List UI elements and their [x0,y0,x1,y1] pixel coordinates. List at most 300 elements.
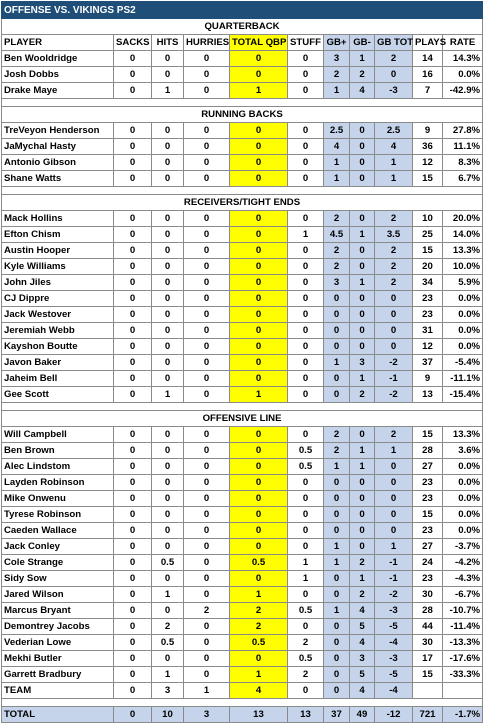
player-row [2,683,483,699]
cell-plays: 30 [413,635,443,651]
cell-rate: -4.3% [443,571,483,587]
cell-total-qbp: 0 [230,243,288,259]
cell-gb-plus: 4 [324,139,350,155]
cell-gb-minus: 1 [350,51,375,67]
cell-gb-plus: 3 [324,275,350,291]
cell-plays: 16 [413,67,443,83]
cell-total-qbp: 0 [230,227,288,243]
cell-hits: 0 [152,67,184,83]
cell-hits: 0 [152,443,184,459]
cell-stuff: 0.5 [288,651,324,667]
cell-hits: 0 [152,571,184,587]
cell-gb-tot: 0 [375,291,413,307]
cell-sacks: 0 [114,227,152,243]
cell-player: Antonio Gibson [2,155,114,171]
cell-hurries: 0 [184,387,230,403]
cell-player: Mike Onwenu [2,491,114,507]
cell-gb-plus: 1 [324,555,350,571]
cell-gb-plus: 1 [324,171,350,187]
cell-gb-plus: 0 [324,635,350,651]
cell-plays: 15 [413,507,443,523]
cell-player: Ben Wooldridge [2,51,114,67]
cell-gb-plus: 1 [324,539,350,555]
cell-gb-minus: 3 [350,651,375,667]
cell-sacks: 0 [114,243,152,259]
cell-total-qbp: 2 [230,619,288,635]
cell-rate: 0.0% [443,459,483,475]
cell-sacks: 0 [114,459,152,475]
cell-gb-minus: 2 [350,387,375,403]
section-header-row [2,411,483,427]
cell-total-qbp: 0 [230,67,288,83]
player-row [2,635,483,651]
cell-rate: 14.3% [443,51,483,67]
cell-sacks: 0 [114,323,152,339]
cell-stuff: 0 [288,539,324,555]
player-row [2,619,483,635]
cell-rate: -11.4% [443,619,483,635]
cell-gb-minus: 0 [350,291,375,307]
cell-hurries: 0 [184,67,230,83]
cell-player: Alec Lindstom [2,459,114,475]
cell-rate: 5.9% [443,275,483,291]
cell-player: Vederian Lowe [2,635,114,651]
cell-stuff: 0 [288,507,324,523]
player-row [2,371,483,387]
cell-hits: 1 [152,667,184,683]
spacer-row [2,403,483,411]
cell-total-qbp: 0 [230,259,288,275]
cell-sacks: 0 [114,291,152,307]
cell-hits: 0 [152,275,184,291]
cell-gb-minus: 4 [350,683,375,699]
player-row [2,307,483,323]
cell-gb-plus: 2 [324,427,350,443]
cell-total-qbp: 0 [230,491,288,507]
cell-gb-tot: 2 [375,211,413,227]
cell-hurries: 0 [184,523,230,539]
cell-plays: 15 [413,171,443,187]
cell-gb-minus: 1 [350,571,375,587]
cell-gb-tot: 0 [375,307,413,323]
cell-sacks: 0 [114,619,152,635]
cell-total-qbp: 0 [230,291,288,307]
cell-gb-minus: 2 [350,587,375,603]
cell-sacks: 0 [114,651,152,667]
cell-gb-tot: 2 [375,259,413,275]
cell-hits: 0 [152,323,184,339]
cell-rate: 10.0% [443,259,483,275]
cell-gb-minus: 0 [350,339,375,355]
cell-hits: 0 [152,243,184,259]
cell-hurries: 0 [184,539,230,555]
cell-stuff: 0 [288,259,324,275]
cell-rate: -10.7% [443,603,483,619]
cell-gb-plus: 3 [324,51,350,67]
cell-sacks: 0 [114,339,152,355]
cell-player: Javon Baker [2,355,114,371]
cell-rate: -11.1% [443,371,483,387]
cell-gb-plus: 0 [324,507,350,523]
player-row [2,475,483,491]
cell-plays: 44 [413,619,443,635]
cell-hits: 0 [152,51,184,67]
cell-player: Mekhi Butler [2,651,114,667]
cell-sacks: 0 [114,51,152,67]
cell-player: Will Campbell [2,427,114,443]
cell-hurries: 0 [184,171,230,187]
cell-gb-tot: 1 [375,171,413,187]
cell-gb-minus: 0 [350,139,375,155]
cell-stuff: 0 [288,683,324,699]
total-hurries: 3 [184,707,230,723]
cell-sacks: 0 [114,571,152,587]
cell-player: Demontrey Jacobs [2,619,114,635]
cell-sacks: 0 [114,603,152,619]
cell-player: Marcus Bryant [2,603,114,619]
cell-gb-tot: -1 [375,371,413,387]
cell-gb-plus: 1 [324,155,350,171]
cell-hits: 1 [152,387,184,403]
player-row [2,443,483,459]
cell-gb-minus: 0 [350,475,375,491]
cell-total-qbp: 0 [230,475,288,491]
cell-plays: 9 [413,123,443,139]
cell-sacks: 0 [114,123,152,139]
cell-hurries: 0 [184,83,230,99]
cell-player: Austin Hooper [2,243,114,259]
cell-gb-plus: 0 [324,523,350,539]
cell-total-qbp: 0 [230,371,288,387]
cell-total-qbp: 0 [230,459,288,475]
cell-hurries: 0 [184,443,230,459]
cell-rate: 0.0% [443,67,483,83]
cell-gb-plus: 0 [324,291,350,307]
cell-sacks: 0 [114,539,152,555]
cell-stuff: 0 [288,123,324,139]
cell-gb-minus: 0 [350,307,375,323]
sheet-title: OFFENSE VS. VIKINGS PS2 [2,2,483,19]
column-header-gb-tot: GB TOT [375,35,413,51]
cell-gb-tot: 0 [375,323,413,339]
cell-hurries: 0 [184,651,230,667]
cell-plays: 23 [413,571,443,587]
cell-stuff: 1 [288,571,324,587]
cell-hurries: 0 [184,571,230,587]
cell-plays: 27 [413,459,443,475]
cell-rate: 13.3% [443,427,483,443]
total-row [2,707,483,723]
cell-hurries: 0 [184,667,230,683]
cell-rate: 0.0% [443,307,483,323]
cell-sacks: 0 [114,307,152,323]
cell-stuff: 0 [288,171,324,187]
player-row [2,291,483,307]
cell-sacks: 0 [114,635,152,651]
cell-sacks: 0 [114,491,152,507]
cell-gb-tot: 2 [375,243,413,259]
cell-rate: -6.7% [443,587,483,603]
player-row [2,339,483,355]
total-hits: 10 [152,707,184,723]
cell-plays: 23 [413,291,443,307]
total-gb-plus: 37 [324,707,350,723]
cell-gb-minus: 0 [350,211,375,227]
section-title: RUNNING BACKS [2,107,483,123]
cell-sacks: 0 [114,387,152,403]
cell-total-qbp: 0.5 [230,635,288,651]
player-row [2,571,483,587]
cell-gb-tot: 2.5 [375,123,413,139]
cell-plays: 34 [413,275,443,291]
cell-rate: -4.2% [443,555,483,571]
cell-plays: 10 [413,211,443,227]
section-header-row [2,19,483,35]
cell-plays: 31 [413,323,443,339]
cell-total-qbp: 1 [230,83,288,99]
cell-gb-minus: 1 [350,443,375,459]
cell-gb-tot: -4 [375,635,413,651]
cell-plays: 15 [413,243,443,259]
player-row [2,123,483,139]
cell-plays: 13 [413,387,443,403]
cell-gb-minus: 0 [350,323,375,339]
cell-gb-plus: 0 [324,307,350,323]
cell-gb-tot: 1 [375,539,413,555]
cell-hits: 0 [152,539,184,555]
player-row [2,83,483,99]
cell-gb-plus: 2 [324,211,350,227]
cell-gb-plus: 2 [324,259,350,275]
cell-stuff: 2 [288,667,324,683]
player-row [2,243,483,259]
cell-rate: 0.0% [443,523,483,539]
cell-plays: 20 [413,259,443,275]
cell-sacks: 0 [114,211,152,227]
player-row [2,555,483,571]
cell-total-qbp: 0 [230,571,288,587]
cell-gb-tot: 1 [375,155,413,171]
cell-rate: 13.3% [443,243,483,259]
cell-sacks: 0 [114,587,152,603]
cell-player: Kyle Williams [2,259,114,275]
cell-gb-minus: 4 [350,603,375,619]
cell-plays: 25 [413,227,443,243]
cell-total-qbp: 0 [230,539,288,555]
cell-hits: 0 [152,259,184,275]
spacer-cell [2,99,483,107]
cell-total-qbp: 0 [230,211,288,227]
cell-plays: 28 [413,603,443,619]
cell-total-qbp: 0 [230,651,288,667]
cell-stuff: 0 [288,243,324,259]
cell-rate: -15.4% [443,387,483,403]
cell-hurries: 0 [184,307,230,323]
cell-gb-plus: 0 [324,651,350,667]
cell-total-qbp: 0 [230,171,288,187]
cell-hits: 0 [152,475,184,491]
cell-gb-plus: 0 [324,387,350,403]
cell-hits: 0 [152,155,184,171]
cell-gb-plus: 2 [324,443,350,459]
cell-total-qbp: 0 [230,307,288,323]
cell-hurries: 1 [184,683,230,699]
cell-gb-minus: 2 [350,67,375,83]
total-gb-minus: 49 [350,707,375,723]
cell-stuff: 0.5 [288,459,324,475]
cell-sacks: 0 [114,371,152,387]
cell-total-qbp: 2 [230,603,288,619]
cell-rate: 0.0% [443,507,483,523]
cell-stuff: 0 [288,491,324,507]
cell-gb-minus: 0 [350,123,375,139]
cell-stuff: 2 [288,635,324,651]
cell-hits: 0.5 [152,635,184,651]
cell-total-qbp: 0 [230,51,288,67]
cell-stuff: 0 [288,427,324,443]
section-title: QUARTERBACK [2,19,483,35]
cell-sacks: 0 [114,683,152,699]
player-row [2,259,483,275]
cell-plays: 23 [413,307,443,323]
cell-stuff: 1 [288,555,324,571]
player-row [2,491,483,507]
column-header-hits: HITS [152,35,184,51]
total-plays: 721 [413,707,443,723]
cell-gb-plus: 0 [324,371,350,387]
cell-gb-minus: 1 [350,275,375,291]
cell-hurries: 2 [184,603,230,619]
cell-hits: 0 [152,427,184,443]
player-row [2,67,483,83]
cell-player: Shane Watts [2,171,114,187]
cell-hits: 2 [152,619,184,635]
total-rate: -1.7% [443,707,483,723]
cell-player: Caeden Wallace [2,523,114,539]
cell-gb-tot: -4 [375,683,413,699]
cell-rate: 0.0% [443,339,483,355]
cell-hurries: 0 [184,371,230,387]
cell-gb-minus: 3 [350,355,375,371]
cell-total-qbp: 0 [230,355,288,371]
cell-hits: 0 [152,491,184,507]
cell-stuff: 0 [288,371,324,387]
cell-hurries: 0 [184,155,230,171]
spacer-row [2,187,483,195]
cell-hurries: 0 [184,139,230,155]
cell-hits: 1 [152,587,184,603]
cell-total-qbp: 0 [230,275,288,291]
cell-player: Mack Hollins [2,211,114,227]
player-row [2,523,483,539]
player-row [2,155,483,171]
total-player: TOTAL [2,707,114,723]
cell-gb-minus: 5 [350,619,375,635]
cell-rate: 6.7% [443,171,483,187]
cell-player: TreVeyon Henderson [2,123,114,139]
cell-rate [443,683,483,699]
cell-hits: 0 [152,307,184,323]
cell-stuff: 0.5 [288,603,324,619]
cell-plays: 36 [413,139,443,155]
cell-hits: 0 [152,459,184,475]
cell-gb-plus: 0 [324,571,350,587]
cell-gb-tot: 0 [375,67,413,83]
cell-sacks: 0 [114,275,152,291]
cell-hurries: 0 [184,339,230,355]
cell-player: Jeremiah Webb [2,323,114,339]
cell-plays: 17 [413,651,443,667]
cell-rate: 8.3% [443,155,483,171]
column-header-sacks: SACKS [114,35,152,51]
player-row [2,459,483,475]
cell-gb-plus: 0 [324,587,350,603]
cell-player: Josh Dobbs [2,67,114,83]
column-header-stuff: STUFF [288,35,324,51]
column-header-total-qbp: TOTAL QBP [230,35,288,51]
cell-hurries: 0 [184,491,230,507]
cell-plays: 28 [413,443,443,459]
cell-player: Kayshon Boutte [2,339,114,355]
cell-player: Ben Brown [2,443,114,459]
cell-gb-plus: 0 [324,667,350,683]
cell-rate: 0.0% [443,323,483,339]
cell-gb-tot: 0 [375,339,413,355]
cell-hits: 0 [152,651,184,667]
cell-rate: 0.0% [443,291,483,307]
player-row [2,51,483,67]
cell-hits: 0 [152,523,184,539]
cell-hits: 0 [152,171,184,187]
cell-total-qbp: 1 [230,387,288,403]
cell-player: TEAM [2,683,114,699]
cell-total-qbp: 0 [230,155,288,171]
cell-gb-plus: 2 [324,243,350,259]
cell-stuff: 0 [288,387,324,403]
cell-hurries: 0 [184,323,230,339]
cell-plays: 15 [413,667,443,683]
cell-total-qbp: 0 [230,323,288,339]
spacer-row [2,99,483,107]
cell-plays: 12 [413,155,443,171]
cell-gb-plus: 0 [324,323,350,339]
cell-player: Jared Wilson [2,587,114,603]
cell-gb-minus: 0 [350,491,375,507]
cell-player: Jaheim Bell [2,371,114,387]
cell-hits: 0 [152,139,184,155]
cell-stuff: 1 [288,227,324,243]
cell-hurries: 0 [184,227,230,243]
cell-hurries: 0 [184,123,230,139]
column-header-gb-plus: GB+ [324,35,350,51]
cell-player: CJ Dippre [2,291,114,307]
cell-hits: 3 [152,683,184,699]
cell-rate: -5.4% [443,355,483,371]
cell-gb-tot: -3 [375,83,413,99]
cell-rate: 0.0% [443,491,483,507]
cell-rate: -3.7% [443,539,483,555]
player-row [2,139,483,155]
cell-gb-tot: 0 [375,459,413,475]
stats-table [1,1,483,723]
cell-gb-tot: 0 [375,523,413,539]
cell-plays: 9 [413,371,443,387]
cell-hurries: 0 [184,291,230,307]
cell-sacks: 0 [114,667,152,683]
cell-sacks: 0 [114,67,152,83]
cell-rate: 11.1% [443,139,483,155]
cell-sacks: 0 [114,171,152,187]
